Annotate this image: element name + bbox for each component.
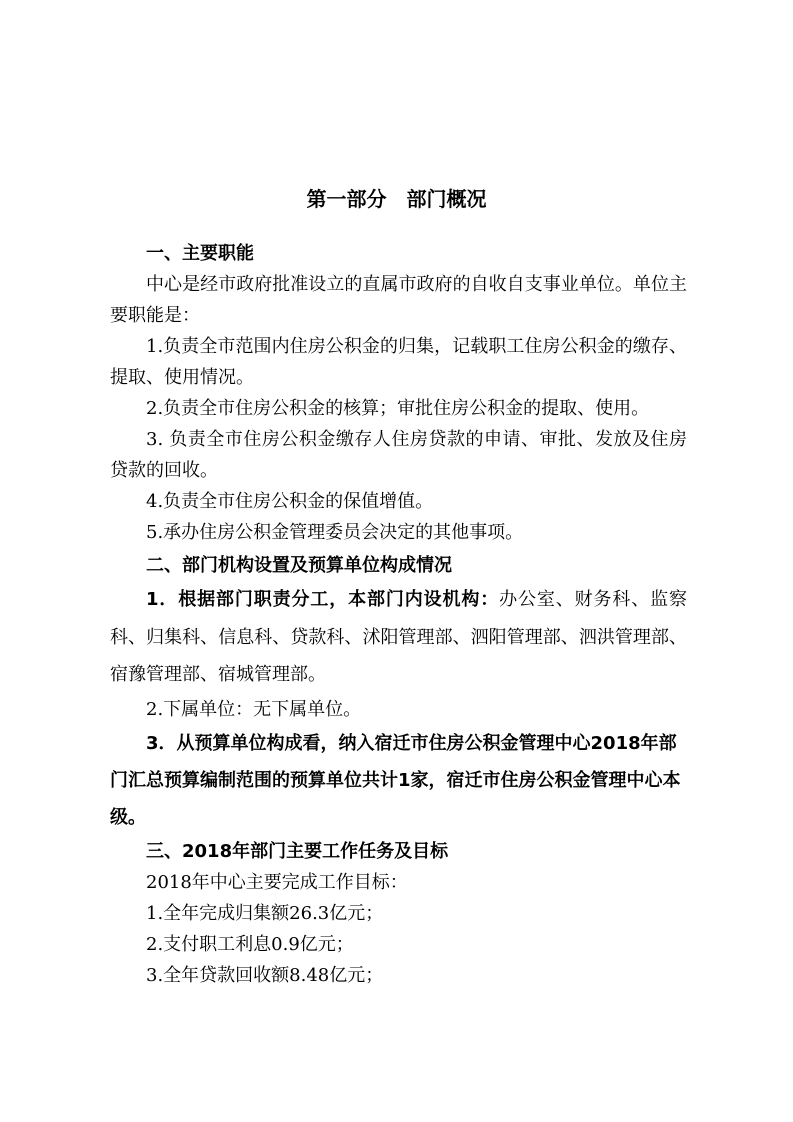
paragraph-structure-item3: 3．从预算单位构成看，纳入宿迁市住房公积金管理中心2018年部门汇总预算编制范围的预算单位共计1家，宿迁市住房公积金管理中心本级。 [110, 732, 681, 828]
paragraph: 4.负责全市住房公积金的保值增值。 [146, 491, 434, 512]
paragraph-structure-item1 [110, 581, 687, 694]
document-body [110, 238, 687, 991]
page-title: 第一部分 部门概况 [306, 187, 487, 211]
structure-item1-rest: 办公室、财务科、监察科、归集科、信息科、贷款科、沭阳管理部、泗阳管理部、泗洪管理部、宿豫管理部、宿城管理部。 [110, 589, 688, 685]
paragraph: 2.负责全市住房公积金的核算；审批住房公积金的提取、使用。 [146, 398, 650, 419]
paragraph: 1.负责全市范围内住房公积金的归集，记载职工住房公积金的缴存、提取、使用情况。 [110, 336, 687, 388]
section-heading-functions: 一、主要职能 [146, 243, 254, 264]
paragraph: 中心是经市政府批准设立的直属市政府的自收自支事业单位。单位主要职能是： [110, 274, 687, 326]
paragraph-structure-item2: 2.下属单位：无下属单位。 [146, 698, 362, 720]
paragraph: 3.全年贷款回收额8.48亿元； [146, 964, 384, 986]
paragraph: 2.支付职工利息0.9亿元； [146, 933, 354, 955]
paragraph: 1.全年完成归集额26.3亿元； [146, 902, 384, 924]
structure-item1-lead: 1．根据部门职责分工，本部门内设机构： [146, 589, 500, 610]
section-heading-structure: 二、部门机构设置及预算单位构成情况 [146, 555, 452, 576]
section-heading-tasks: 三、2018年部门主要工作任务及目标 [146, 840, 449, 862]
paragraph: 3. 负责全市住房公积金缴存人住房贷款的申请、审批、发放及住房贷款的回收。 [110, 429, 687, 481]
paragraph: 2018年中心主要完成工作目标： [146, 871, 408, 893]
paragraph: 5.承办住房公积金管理委员会决定的其他事项。 [146, 522, 524, 543]
